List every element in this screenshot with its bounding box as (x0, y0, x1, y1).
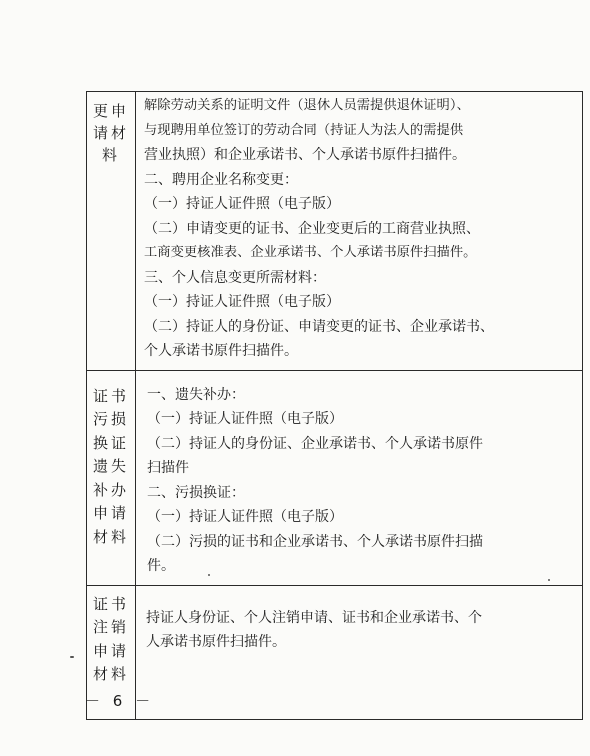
content-line: （二）污损的证书和企业承诺书、个人承诺书原件扫描 (147, 533, 483, 550)
table-row (87, 585, 583, 719)
content-line: （一）持证人证件照（电子版） (147, 411, 343, 427)
row-label: 证书 注销 申请 材料 (92, 594, 129, 683)
content-line: 持证人身份证、个人注销申请、证书和企业承诺书、个 (146, 609, 482, 626)
row-label-cell (87, 370, 136, 585)
table-row (87, 92, 583, 371)
content-line: 人承诺书原件扫描件。 (146, 634, 286, 650)
content-line: 扫描件 (147, 460, 189, 476)
row-label: 更申 请材 料 (92, 102, 129, 164)
scan-speck (208, 574, 210, 576)
row-label: 证书 污损 换证 遗失 补办 申请 材料 (92, 386, 129, 546)
content-line: （二）持证人的身份证、企业承诺书、个人承诺书原件 (147, 435, 483, 452)
content-line: （一）持证人证件照（电子版） (144, 196, 340, 212)
table-row (87, 370, 583, 585)
row-content-cell (136, 92, 583, 371)
content-line: （二）申请变更的证书、企业变更后的工商营业执照、 (144, 220, 480, 237)
materials-table (86, 91, 583, 720)
content-line: 与现聘用单位签订的劳动合同（持证人为法人的需提供 (144, 122, 464, 138)
page-number: － 6 － (85, 692, 155, 710)
row-content-cell (136, 585, 583, 719)
scan-speck (70, 656, 74, 658)
content-line: 工商变更核准表、企业承诺书、个人承诺书原件扫描件。 (144, 245, 477, 260)
content-line: （一）持证人证件照（电子版） (144, 294, 340, 310)
content-line: （二）持证人的身份证、申请变更的证书、企业承诺书、 (144, 318, 494, 335)
row-label-cell (87, 92, 136, 371)
scan-speck (548, 579, 550, 581)
row-content-cell (136, 370, 583, 585)
content-line: 三、个人信息变更所需材料： (144, 269, 326, 286)
content-line: 一、遗失补办： (147, 386, 245, 403)
content-line: 营业执照）和企业承诺书、个人承诺书原件扫描件。 (144, 147, 466, 163)
content-line: 解除劳动关系的证明文件（退休人员需提供退休证明）、 (144, 98, 470, 113)
content-line: 个人承诺书原件扫描件。 (144, 343, 298, 359)
content-line: 件。 (147, 558, 175, 574)
content-line: （一）持证人证件照（电子版） (147, 509, 343, 525)
content-line: 二、污损换证： (147, 484, 245, 501)
content-line: 二、聘用企业名称变更： (144, 171, 298, 188)
